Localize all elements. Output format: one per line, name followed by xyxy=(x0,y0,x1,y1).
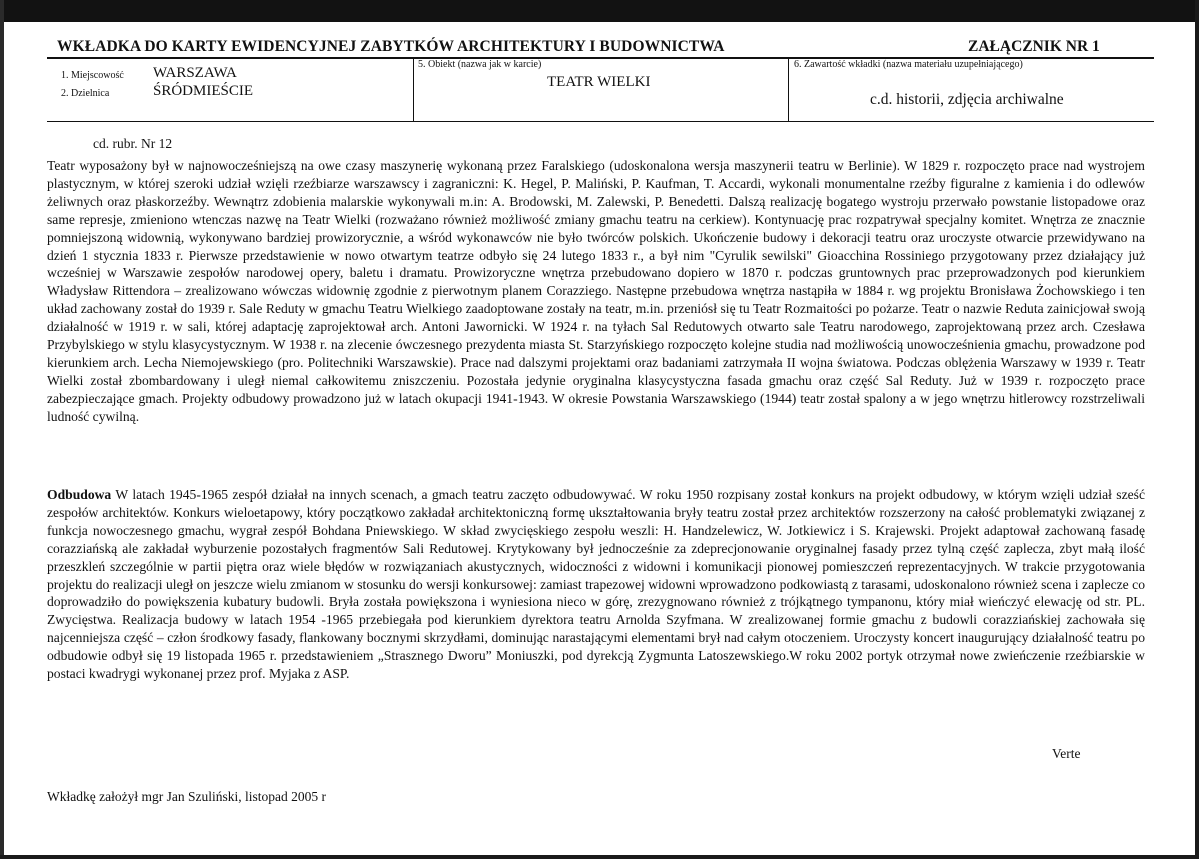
scan-edge-right xyxy=(1195,0,1199,859)
object-value: TEATR WIELKI xyxy=(547,74,651,90)
scan-edge-top xyxy=(0,0,1199,22)
location-label: 1. Miejscowość xyxy=(61,70,124,81)
district-value: ŚRÓDMIEŚCIE xyxy=(153,83,254,99)
header-divider-1 xyxy=(413,58,414,122)
header-divider-2 xyxy=(788,58,789,122)
district-label: 2. Dzielnica xyxy=(61,88,110,99)
form-title: WKŁADKA DO KARTY EWIDENCYJNEJ ZABYTKÓW ARCHITEKTURY I BUDOWNICTWA xyxy=(57,38,725,55)
object-label: 5. Obiekt (nazwa jak w karcie) xyxy=(418,59,542,70)
annex-label: ZAŁĄCZNIK NR 1 xyxy=(968,38,1100,55)
author-footer: Wkładkę założył mgr Jan Szuliński, listopad 2005 r xyxy=(47,789,326,804)
scan-edge-left xyxy=(0,0,4,859)
scan-edge-bottom xyxy=(0,855,1199,859)
history-paragraph: Teatr wyposażony był w najnowocześniejszą na owe czasy maszynerię wykonaną przez Faralskiego (udoskonalona wersja maszynerii teatru w Berlinie). W 1829 r. rozpoczęto prace nad wystrojem plastycznym, w której szeroki udział wzięli rzeźbiarze warszawscy i zagraniczni: K. Hegel, P. Maliński, P. Kaufman, T. Accardi, wykonali monumentalne rzeźby figuralne z kamienia i do odlewów żeliwnych oraz płaskorzeźby. Wewnątrz zdobienia malarskie wykonywali m.in: A. Brodowski, M. Zalewski, P. Benedetti. Dalszą realizację bogatego wystroju przerwało powstanie listopadowe oraz same represje, zmieniono wtenczas nazwę na Teatr Wielki (rozważano również możliwość zmiany gmachu teatru na cerkiew). Kontynuację prac rozpatrywał specjalny komitet. Wnętrza ze znacznie pomniejszoną widownią, wykonywano bardziej prowizorycznie, a wśród wykonawców nie było twórców polskich. Ukończenie budowy i dekoracji teatru oraz uroczyste otwarcie przewidywano na dzień 1 stycznia 1833 r. Pierwsze przedstawienie w nowo otwartym teatrze odbyło się 24 lutego 1833 r., a był nim "Cyrulik sewilski" Gioacchina Rossiniego przygotowany przez działający już wcześniej w Warszawie zespołów narodowej opery, baletu i dramatu. Prowizoryczne wnętrza przebudowano dopiero w 1870 r. podczas gruntownych prac przeprowadzonych pod kierunkiem Władysław Rittendora – zrealizowano wówczas widownię zgodnie z pierwotnym planem Corazziego. Następne przebudowa wnętrza nastąpiła w 1884 r. wg projektu Bronisława Żochowskiego i ten układ zachowany został do 1939 r. Sale Reduty w gmachu Teatru Wielkiego zaadoptowane zostały na teatr, m.in. przeniósł się tu Teatr Rozmaitości po pożarze. Teatr o nazwie Reduta zainicjował swoją działalność w 1919 r. w sali, której adaptację zaprojektował arch. Antoni Jawornicki. W 1924 r. na tyłach Sal Redutowych otwarto sale Teatru narodowego, zaprojektowaną przez arch. Czesława Przybylskiego w stylu klasycystycznym. W 1938 r. na zlecenie ówczesnego prezydenta miasta St. Starzyńskiego rozpoczęto kolejne studia nad możliwością unowocześnienia gmachu, prowadzone pod kierunkiem arch. Lecha Niemojewskiego (pro. Politechniki Warszawskie). Prace nad dalszymi projektami oraz badaniami zatrzymała II wojna światowa. Podczas oblężenia Warszawy w 1939 r. Teatr Wielki został zbombardowany i uległ niemal całkowitemu zniszczeniu. Pozostała jedynie oryginalna klasycystyczna fasada gmachu oraz część Sal Reduty. Już w 1939 r. rozpoczęto prace zabezpieczające gmach. Projekty odbudowy prowadzono już w latach okupacji 1941-1943. W okresie Powstania Warszawskiego (1944) teatr został spalony a w jego wnętrzu hitlerowcy rozstrzeliwali ludność cywilną. xyxy=(47,158,1145,424)
content-label: 6. Zawartość wkładki (nazwa materiału uzupełniającego) xyxy=(794,59,1023,70)
location-value: WARSZAWA xyxy=(153,65,237,81)
verte-note: Verte xyxy=(1052,746,1081,761)
reconstruction-heading: Odbudowa xyxy=(47,487,112,502)
content-value: c.d. historii, zdjęcia archiwalne xyxy=(870,91,1064,108)
reconstruction-paragraph xyxy=(47,486,1145,683)
continuation-label: cd. rubr. Nr 12 xyxy=(93,136,173,151)
header-bottom-rule xyxy=(47,121,1154,122)
reconstruction-text: W latach 1945-1965 zespół działał na innych scenach, a gmach teatru zaczęto odbudowywać. W roku 1950 rozpisany został konkurs na projekt odbudowy, w którym wzięli udział sześć zespołów architektów. Konkurs wieloetapowy, który początkowo zakładał architektoniczną formę ukształtowania bryły teatru został przez architektów rozszerzony na całość problematyki związanej z funkcja nowoczesnego gmachu, wygrał zespół Bohdana Pniewskiego. W skład zwycięskiego zespołu weszli: H. Handzelewicz, W. Jotkiewicz i S. Krajewski. Projekt adaptował zachowaną fasadę corazziańską ale zakładał wyburzenie pozostałych fragmentów Sali Redutowej. Krytykowany był jednocześnie za zdeprecjonowanie oryginalnej fasady przez tylną część zaplecza, zbyt małą ilość przeszkleń szczególnie w partii piętra oraz wiele błędów w rozwiązaniach akustycznych, widoczności z widowni i komunikacji pionowej pomieszczeń reprezentacyjnych. W trakcie przygotowania projektu do realizacji uległ on jeszcze wielu zmianom w stosunku do wersji konkursowej: zamiast trapezowej widowni wprowadzono podkowiastą z tarasami, udoskonalono również scena i zaplecze co doprowadziło do powiększenia kubatury budowli. Bryła została powiększona i wyniesiona nieco w górę, zrezygnowano również z trójkątnego tympanonu, który miał wieńczyć elewację od str. PL. Zwycięstwa. Realizacja budowy w latach 1954 -1965 przebiegała pod kierunkiem dyrektora teatru Arnolda Szyfmana. W zrealizowanej formie gmachu z budowli corazziańskiej zachowała się najcenniejsza część – człon środkowy fasady, flankowany bocznymi skrzydłami, dominując narastającymi elementami brył nad całym otoczeniem. Uroczysty koncert inaugurujący działalność teatru po odbudowie odbył się 19 listopada 1965 r. przedstawieniem „Strasznego Dworu” Moniuszki, pod dyrekcją Zygmunta Latoszewskiego.W roku 2002 portyk otrzymał nowe zwieńczenie rzeźbiarskie w postaci kwadrygi wykonanej przez prof. Myjaka z ASP. xyxy=(47,487,1145,682)
